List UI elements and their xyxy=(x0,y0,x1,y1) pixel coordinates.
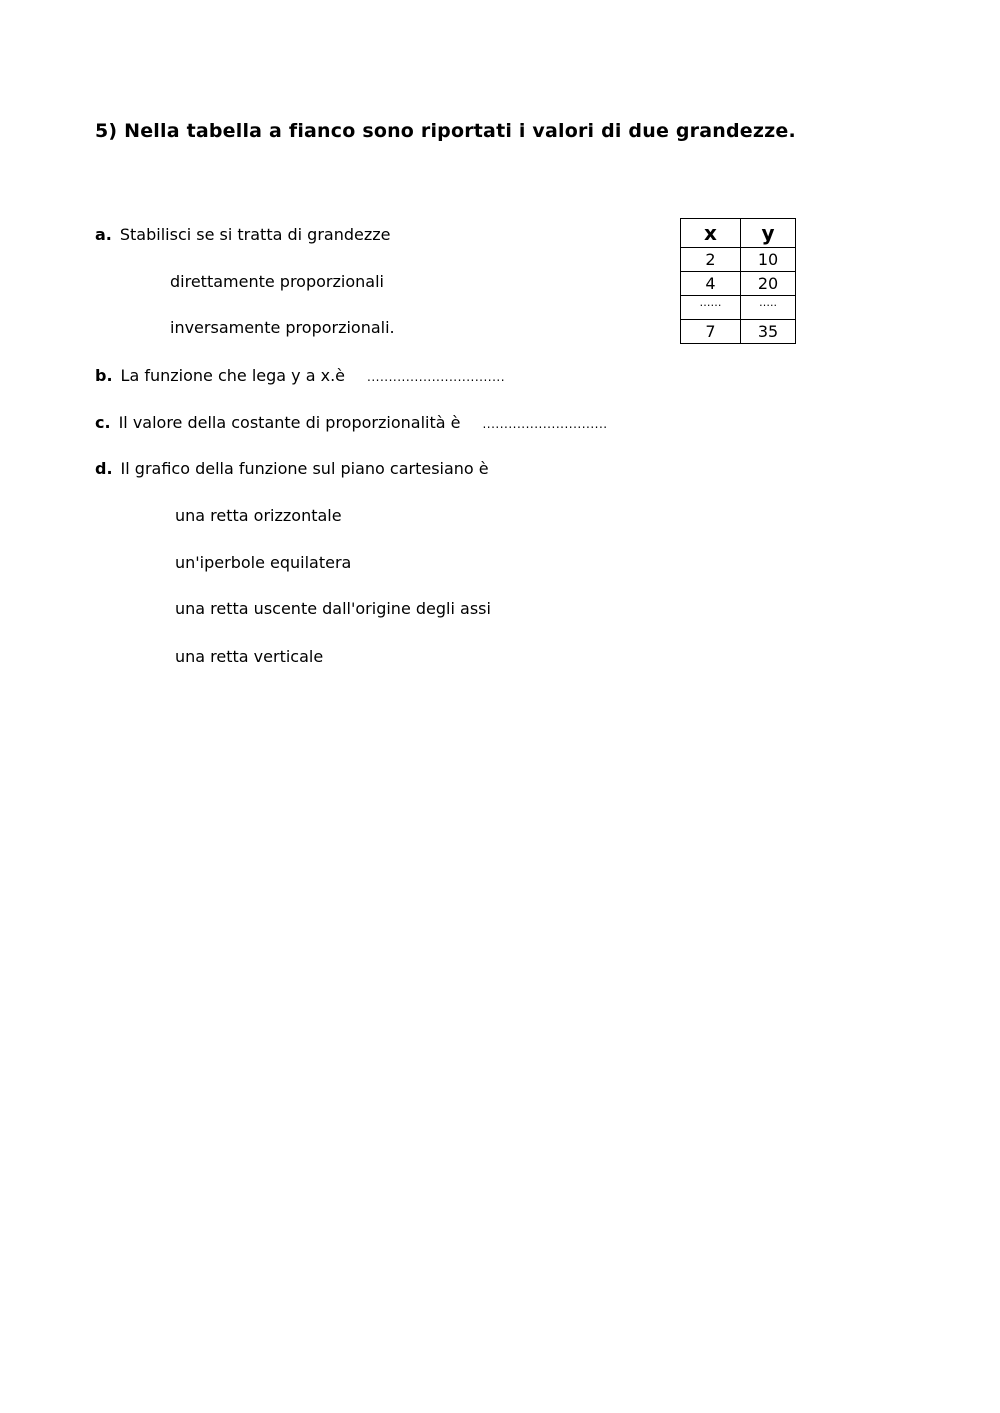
table-cell: ….. xyxy=(741,296,796,320)
option-equilateral-hyperbola[interactable]: un'iperbole equilatera xyxy=(175,553,352,572)
question-d-text: Il grafico della funzione sul piano cartesiano è xyxy=(120,459,489,478)
question-a xyxy=(95,225,391,244)
option-line-through-origin[interactable]: una retta uscente dall'origine degli assi xyxy=(175,599,491,618)
values-table xyxy=(680,218,796,344)
option-horizontal-line[interactable]: una retta orizzontale xyxy=(175,506,342,525)
table-row xyxy=(681,296,796,320)
table-cell: 20 xyxy=(741,272,796,296)
option-inverse-proportional[interactable]: inversamente proporzionali. xyxy=(170,318,395,337)
table-row xyxy=(681,272,796,296)
question-b-label: b. xyxy=(95,366,113,385)
option-direct-proportional[interactable]: direttamente proporzionali xyxy=(170,272,384,291)
question-b-text: La funzione che lega y a x.è xyxy=(120,366,345,385)
answer-blank-c[interactable]: ............................. xyxy=(482,417,608,431)
answer-blank-b[interactable]: ................................ xyxy=(367,370,506,384)
table-cell: 10 xyxy=(741,248,796,272)
table-row xyxy=(681,248,796,272)
table-cell: 7 xyxy=(681,320,741,344)
question-a-text: Stabilisci se si tratta di grandezze xyxy=(119,225,391,244)
question-c xyxy=(95,413,608,432)
question-c-text: Il valore della costante di proporzionalità è xyxy=(118,413,461,432)
table-cell: 4 xyxy=(681,272,741,296)
table-cell: 35 xyxy=(741,320,796,344)
exercise-title: 5) Nella tabella a fianco sono riportati i valori di due grandezze. xyxy=(95,120,796,142)
table-header-x: x xyxy=(681,219,741,248)
question-b xyxy=(95,366,505,385)
table-header-y: y xyxy=(741,219,796,248)
option-vertical-line[interactable]: una retta verticale xyxy=(175,647,324,666)
table-row xyxy=(681,320,796,344)
table-header-row xyxy=(681,219,796,248)
question-a-label: a. xyxy=(95,225,112,244)
question-d xyxy=(95,459,489,478)
table-cell: 2 xyxy=(681,248,741,272)
table-cell: …… xyxy=(681,296,741,320)
question-d-label: d. xyxy=(95,459,113,478)
question-c-label: c. xyxy=(95,413,111,432)
